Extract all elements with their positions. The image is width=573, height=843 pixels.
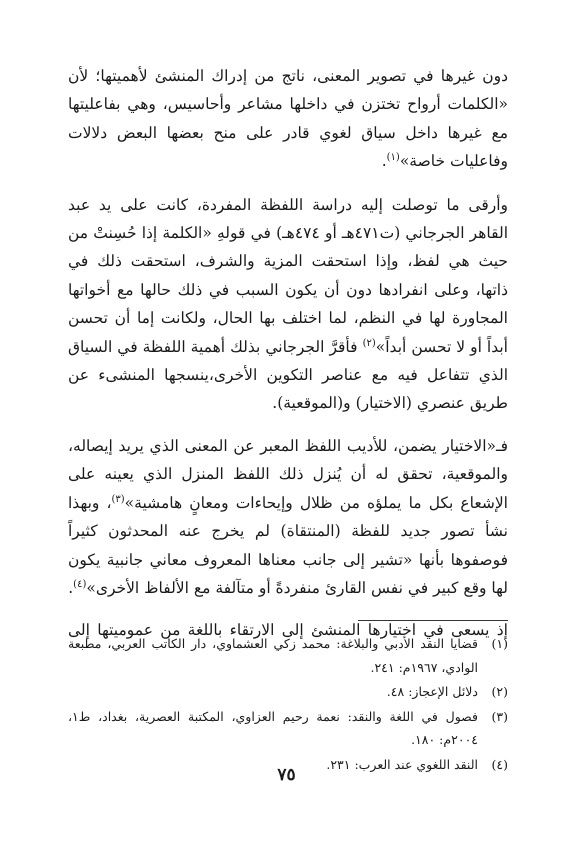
page-number: ٧٥ — [277, 765, 296, 785]
paragraph-2-text-a: وأرقى ما توصلت إليه دراسة اللفظة المفردة، كانت على يد عبد القاهر الجرجاني (ت٤٧١هـ أو ٤٧٤هـ) في قولهِ «الكلمة إذا حُسِنتْ من حيث هي لفظ، وإذا استحقت المزية والشرف، استحقت ذلك في ذاتها، وعلى انفرادها دون أن يكون السبب في ذلك حالها مع أخواتها المجاورة لها في النظم، لما اختلف بها الحال، ولكانت إما أن تحسن أبداً أو لا تحسن أبداً» — [68, 195, 509, 356]
paragraph-3-text-b: ، وبهذا نشأ تصور جديد للفظة (المنتقاة) لم يخرج عنه المحدثون كثيراً فوصفوها بأنها «تشير إلى جانب معناها المعروف معاني جانبية يكون لها وقع كبير في نفس القارئ منفردةً أو متآلفة مع الألفاظ الأخرى» — [68, 493, 508, 597]
footnote-text: دلائل الإعجاز: ٤٨. — [386, 684, 478, 699]
paragraph-2-text-b: فأقرَّ الجرجاني بذلك أهمية اللفظة في السياق الذي تتفاعل فيه مع عناصر التكوين الأخرى،ينسجها المنشىء عن طريق عنصري (الاختيار) و(الموقعية). — [68, 337, 508, 413]
footnote-number: (٤) — [491, 756, 508, 772]
footnotes — [68, 632, 508, 777]
paragraph-2 — [68, 191, 508, 418]
paragraph-3 — [68, 432, 508, 602]
footnote-text: النقد اللغوي عند العرب: ٢٣١. — [326, 756, 478, 772]
footnote-number: (١) — [491, 636, 508, 651]
footnote-ref-3: (٣) — [111, 493, 125, 505]
footnote-text: فصول في اللغة والنقد: نعمة رحيم العزاوي، المكتبة العصرية، بغداد، ط١، ٢٠٠٤م: ١٨٠. — [68, 708, 478, 747]
paragraph-3-text-c: . — [68, 578, 74, 597]
paragraph-1-text: دون غيرها في تصوير المعنى، ناتج من إدراك المنشئ لأهميتها؛ لأن «الكلمات أرواح تختزن في داخلها مشاعر وأحاسيس، وهي بفاعليتها مع غيرها داخل سياق لغوي قادر على منح بعضها البعض دلالات وفاعليات خاصة» — [68, 67, 508, 171]
footnote-ref-4: (٤) — [73, 578, 87, 590]
footnote-number: (٣) — [491, 708, 508, 724]
footnote-ref-1: (١) — [386, 152, 400, 164]
footnote-item — [68, 680, 508, 704]
footnote-separator — [358, 620, 508, 621]
paragraph-1: دون غيرها في تصوير المعنى، ناتج من إدراك المنشئ لأهميتها؛ لأن «الكلمات أرواح تختزن في داخلها مشاعر وأحاسيس، وهي بفاعليتها مع غيرها داخل سياق لغوي قادر على منح بعضها البعض دلالات وفاعليات خاصة»$^{(١)}$. — [68, 67, 508, 171]
footnote-text: قضايا النقد الأدبي والبلاغة: محمد زكي العشماوي، دار الكاتب العربي، مطبعة الوادي، ١٩٦٧م: ٢٤١. — [68, 636, 478, 675]
paragraph-4-text: إذ يسعى في اختيارها المنشئ إلى الارتقاء باللغة من عموميتها إلى — [68, 621, 508, 640]
footnote-ref-2: (٢) — [362, 337, 376, 349]
footnote-item — [68, 632, 508, 679]
main-text — [68, 62, 508, 645]
paragraph-3-text-a: فـ«الاختيار يضمن، للأديب اللفظ المعبر عن المعنى الذي يريد إيصاله، والموقعية، تحقق له أن يُنزل ذلك اللفظ المنزل الذي يعينه على الإشعاع بكل ما يملؤه من ظلال وإيحاءات ومعانٍ هامشية» — [68, 436, 508, 512]
footnote-item — [68, 705, 508, 752]
footnote-number: (٢) — [491, 684, 508, 699]
